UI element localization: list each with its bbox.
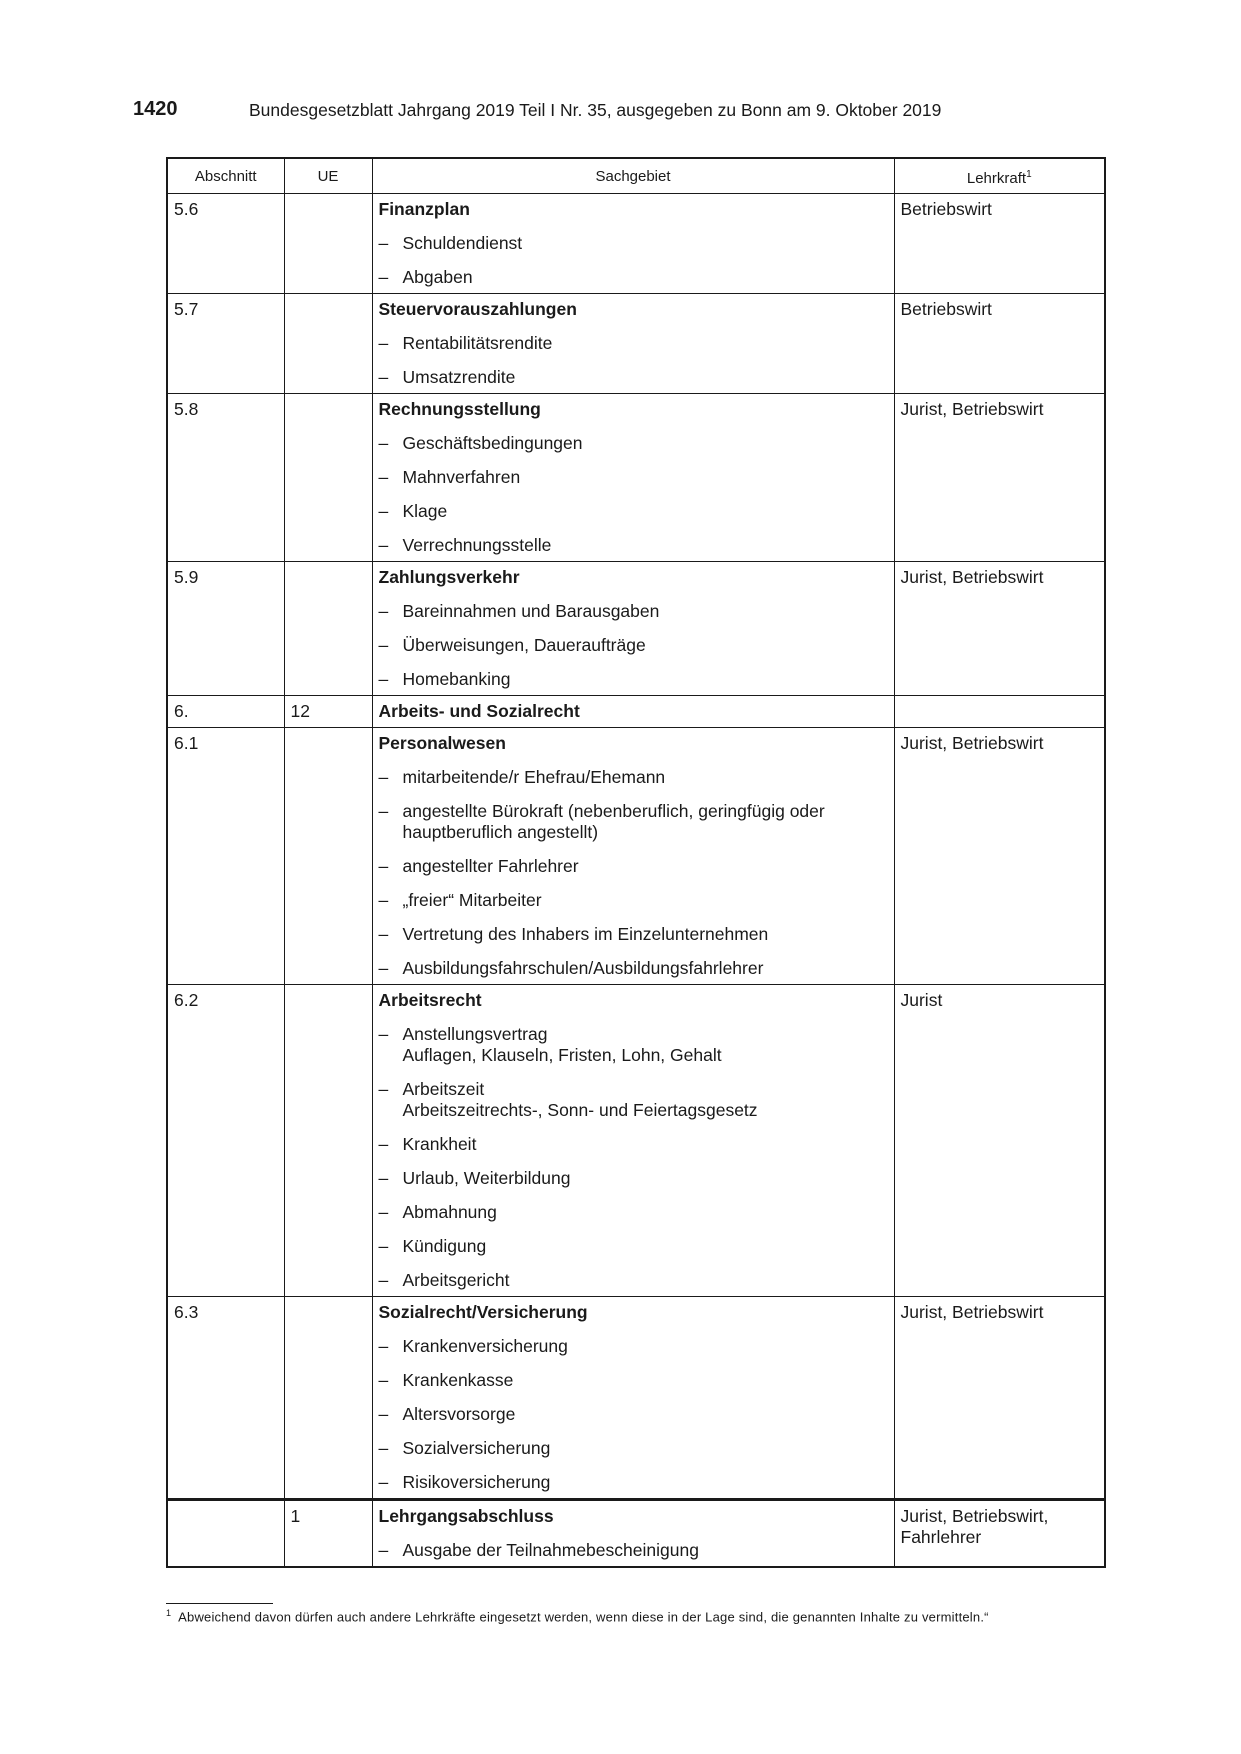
dash-bullet: – bbox=[378, 1438, 389, 1458]
subject-cell bbox=[372, 728, 894, 985]
subject-cell bbox=[372, 1297, 894, 1500]
dash-bullet: – bbox=[378, 233, 389, 253]
subtopic-item bbox=[379, 1370, 888, 1391]
subject-title: Zahlungsverkehr bbox=[378, 567, 520, 587]
subtopic-text: Verrechnungsstelle bbox=[402, 535, 552, 555]
subtopic-list bbox=[379, 601, 888, 690]
dash-bullet: – bbox=[378, 433, 389, 453]
ue-hours: 1 bbox=[284, 1500, 372, 1568]
subtopic-list bbox=[379, 433, 888, 556]
section-number: 5.8 bbox=[167, 394, 284, 562]
table-row bbox=[167, 1500, 1105, 1568]
subtopic-text: Ausbildungsfahrschulen/Ausbildungsfahrlehrer bbox=[402, 958, 764, 978]
subtopic-item bbox=[379, 767, 888, 788]
dash-bullet: – bbox=[378, 267, 389, 287]
subtopic-item bbox=[379, 1540, 888, 1561]
footnote bbox=[166, 1608, 1106, 1624]
subtopic-text: Risikoversicherung bbox=[402, 1472, 551, 1492]
table-row bbox=[167, 696, 1105, 728]
subtopic-list bbox=[379, 1336, 888, 1493]
subtopic-text: Anstellungsvertrag Auflagen, Klauseln, Fristen, Lohn, Gehalt bbox=[402, 1024, 722, 1065]
subject-cell bbox=[372, 1500, 894, 1568]
ue-hours bbox=[284, 294, 372, 394]
subtopic-text: Altersvorsorge bbox=[402, 1404, 516, 1424]
subject-title: Lehrgangsabschluss bbox=[378, 1506, 554, 1526]
section-number: 6.2 bbox=[167, 985, 284, 1297]
section-number: 6. bbox=[167, 696, 284, 728]
subtopic-item bbox=[379, 1079, 888, 1121]
subtopic-item bbox=[379, 1134, 888, 1155]
subtopic-text: Kündigung bbox=[402, 1236, 487, 1256]
dash-bullet: – bbox=[378, 1236, 389, 1256]
column-header-sachgebiet: Sachgebiet bbox=[372, 158, 894, 194]
subject-title: Arbeits- und Sozialrecht bbox=[378, 701, 580, 721]
footnote-mark: 1 bbox=[166, 1608, 172, 1618]
teacher-cell: Jurist bbox=[894, 985, 1105, 1297]
subtopic-text: Abmahnung bbox=[402, 1202, 497, 1222]
subtopic-item bbox=[379, 433, 888, 454]
section-number: 5.7 bbox=[167, 294, 284, 394]
subject-title: Steuervorauszahlungen bbox=[378, 299, 577, 319]
subtopic-text: Vertretung des Inhabers im Einzelunternehmen bbox=[402, 924, 769, 944]
subtopic-text: mitarbeitende/r Ehefrau/Ehemann bbox=[402, 767, 666, 787]
subtopic-item bbox=[379, 1270, 888, 1291]
subtopic-item bbox=[379, 958, 888, 979]
dash-bullet: – bbox=[378, 856, 389, 876]
dash-bullet: – bbox=[378, 635, 389, 655]
dash-bullet: – bbox=[378, 1134, 389, 1154]
subtopic-item bbox=[379, 467, 888, 488]
subtopic-item bbox=[379, 1438, 888, 1459]
dash-bullet: – bbox=[378, 1472, 389, 1492]
ue-hours bbox=[284, 562, 372, 696]
subject-title: Finanzplan bbox=[378, 199, 470, 219]
dash-bullet: – bbox=[378, 890, 389, 910]
table-row bbox=[167, 394, 1105, 562]
subtopic-item bbox=[379, 924, 888, 945]
subtopic-item bbox=[379, 535, 888, 556]
subtopic-text: Arbeitszeit Arbeitszeitrechts-, Sonn- und Feiertagsgesetz bbox=[402, 1079, 758, 1120]
ue-hours bbox=[284, 728, 372, 985]
subtopic-list bbox=[379, 1540, 888, 1561]
subtopic-text: Arbeitsgericht bbox=[402, 1270, 510, 1290]
teacher-cell bbox=[894, 696, 1105, 728]
table-row bbox=[167, 562, 1105, 696]
subtopic-text: Umsatzrendite bbox=[402, 367, 516, 387]
subtopic-text: angestellter Fahrlehrer bbox=[402, 856, 579, 876]
dash-bullet: – bbox=[378, 924, 389, 944]
subtopic-text: Sozialversicherung bbox=[402, 1438, 551, 1458]
dash-bullet: – bbox=[378, 333, 389, 353]
subtopic-text: Krankheit bbox=[402, 1134, 477, 1154]
subtopic-item bbox=[379, 601, 888, 622]
dash-bullet: – bbox=[378, 669, 389, 689]
dash-bullet: – bbox=[378, 958, 389, 978]
subtopic-item bbox=[379, 1024, 888, 1066]
table-row bbox=[167, 985, 1105, 1297]
table-row bbox=[167, 1297, 1105, 1500]
subtopic-item bbox=[379, 1472, 888, 1493]
subtopic-text: Rentabilitätsrendite bbox=[402, 333, 553, 353]
subject-cell bbox=[372, 985, 894, 1297]
subtopic-text: Klage bbox=[402, 501, 448, 521]
subject-title: Arbeitsrecht bbox=[378, 990, 482, 1010]
dash-bullet: – bbox=[378, 1024, 389, 1044]
subtopic-item bbox=[379, 1404, 888, 1425]
subtopic-text: Homebanking bbox=[402, 669, 511, 689]
subtopic-item bbox=[379, 635, 888, 656]
subtopic-list bbox=[379, 233, 888, 288]
subtopic-item bbox=[379, 267, 888, 288]
subtopic-text: Krankenkasse bbox=[402, 1370, 514, 1390]
teacher-cell: Jurist, Betriebswirt bbox=[894, 728, 1105, 985]
subtopic-item bbox=[379, 801, 888, 843]
subtopic-text: Krankenversicherung bbox=[402, 1336, 568, 1356]
teacher-cell: Jurist, Betriebswirt bbox=[894, 562, 1105, 696]
subtopic-text: „freier“ Mitarbeiter bbox=[402, 890, 542, 910]
subject-title: Rechnungsstellung bbox=[378, 399, 541, 419]
dash-bullet: – bbox=[378, 1336, 389, 1356]
teacher-cell: Jurist, Betriebswirt bbox=[894, 1297, 1105, 1500]
subtopic-item bbox=[379, 669, 888, 690]
column-header-lehrkraft bbox=[894, 158, 1105, 194]
section-number bbox=[167, 1500, 284, 1568]
subtopic-text: Geschäftsbedingungen bbox=[402, 433, 583, 453]
subtopic-item bbox=[379, 1202, 888, 1223]
footnote-reference: 1 bbox=[1026, 168, 1032, 180]
table-row bbox=[167, 728, 1105, 985]
subtopic-text: Schuldendienst bbox=[402, 233, 523, 253]
subject-cell bbox=[372, 562, 894, 696]
teacher-cell: Jurist, Betriebswirt, Fahrlehrer bbox=[894, 1500, 1105, 1568]
subtopic-item bbox=[379, 367, 888, 388]
dash-bullet: – bbox=[378, 467, 389, 487]
dash-bullet: – bbox=[378, 1270, 389, 1290]
subtopic-item bbox=[379, 890, 888, 911]
subject-title: Sozialrecht/Versicherung bbox=[378, 1302, 588, 1322]
dash-bullet: – bbox=[378, 501, 389, 521]
teacher-cell: Jurist, Betriebswirt bbox=[894, 394, 1105, 562]
teacher-cell: Betriebswirt bbox=[894, 294, 1105, 394]
subject-cell bbox=[372, 194, 894, 294]
subtopic-text: Bareinnahmen und Barausgaben bbox=[402, 601, 660, 621]
subtopic-item bbox=[379, 856, 888, 877]
subject-cell bbox=[372, 696, 894, 728]
column-header-ue: UE bbox=[284, 158, 372, 194]
section-number: 5.6 bbox=[167, 194, 284, 294]
ue-hours bbox=[284, 985, 372, 1297]
table-body bbox=[167, 194, 1105, 1568]
subtopic-item bbox=[379, 1336, 888, 1357]
page-number: 1420 bbox=[133, 98, 178, 120]
subtopic-text: Überweisungen, Daueraufträge bbox=[402, 635, 646, 655]
footnote-divider bbox=[166, 1603, 273, 1604]
subject-cell bbox=[372, 294, 894, 394]
dash-bullet: – bbox=[378, 1079, 389, 1099]
subtopic-item bbox=[379, 1236, 888, 1257]
subtopic-text: Ausgabe der Teilnahmebescheinigung bbox=[402, 1540, 699, 1560]
curriculum-table bbox=[166, 157, 1106, 1568]
subtopic-text: angestellte Bürokraft (nebenberuflich, geringfügig oder hauptberuflich angestellt) bbox=[402, 801, 825, 842]
subtopic-text: Mahnverfahren bbox=[402, 467, 521, 487]
dash-bullet: – bbox=[378, 801, 389, 821]
ue-hours bbox=[284, 194, 372, 294]
ue-hours bbox=[284, 1297, 372, 1500]
dash-bullet: – bbox=[378, 601, 389, 621]
dash-bullet: – bbox=[378, 1404, 389, 1424]
dash-bullet: – bbox=[378, 767, 389, 787]
subtopic-list bbox=[379, 767, 888, 979]
dash-bullet: – bbox=[378, 367, 389, 387]
dash-bullet: – bbox=[378, 1168, 389, 1188]
table-row bbox=[167, 294, 1105, 394]
subtopic-text: Abgaben bbox=[402, 267, 473, 287]
dash-bullet: – bbox=[378, 1370, 389, 1390]
table-row bbox=[167, 194, 1105, 294]
subtopic-item bbox=[379, 501, 888, 522]
section-number: 5.9 bbox=[167, 562, 284, 696]
subject-title: Personalwesen bbox=[378, 733, 506, 753]
table-header-row bbox=[167, 158, 1105, 194]
dash-bullet: – bbox=[378, 1202, 389, 1222]
footnote-text: Abweichend davon dürfen auch andere Lehrkräfte eingesetzt werden, wenn diese in der Lage sind, die genannten Inhalte zu vermitteln.“ bbox=[178, 1609, 989, 1625]
lehrkraft-label: Lehrkraft bbox=[966, 169, 1027, 187]
subtopic-list bbox=[379, 1024, 888, 1291]
subtopic-item bbox=[379, 1168, 888, 1189]
subtopic-item bbox=[379, 333, 888, 354]
dash-bullet: – bbox=[378, 535, 389, 555]
page-header bbox=[133, 98, 1113, 128]
dash-bullet: – bbox=[378, 1540, 389, 1560]
ue-hours: 12 bbox=[284, 696, 372, 728]
subtopic-list bbox=[379, 333, 888, 388]
section-number: 6.3 bbox=[167, 1297, 284, 1500]
column-header-abschnitt: Abschnitt bbox=[167, 158, 284, 194]
gazette-title: Bundesgesetzblatt Jahrgang 2019 Teil I Nr. 35, ausgegeben zu Bonn am 9. Oktober 2019 bbox=[249, 100, 942, 120]
ue-hours bbox=[284, 394, 372, 562]
section-number: 6.1 bbox=[167, 728, 284, 985]
subtopic-text: Urlaub, Weiterbildung bbox=[402, 1168, 571, 1188]
subtopic-item bbox=[379, 233, 888, 254]
subject-cell bbox=[372, 394, 894, 562]
teacher-cell: Betriebswirt bbox=[894, 194, 1105, 294]
